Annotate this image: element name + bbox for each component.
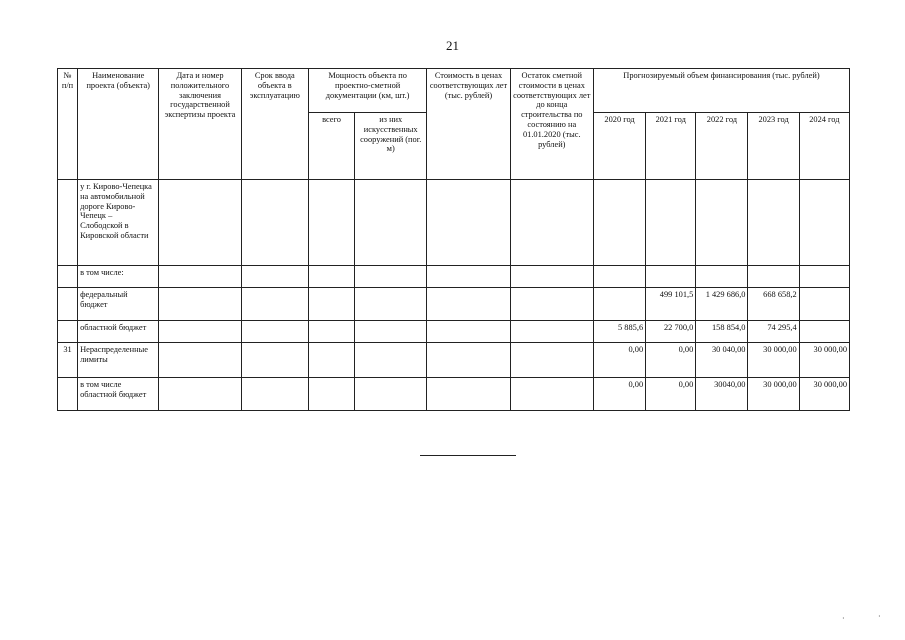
value-2023: 668 658,2 (748, 288, 799, 321)
table-row (58, 266, 850, 288)
value-2022: 30 040,00 (696, 343, 748, 378)
value-2023 (748, 180, 799, 266)
table-row (58, 378, 850, 411)
row-num (58, 288, 78, 321)
scan-mark: · (842, 614, 845, 623)
header-num: № п/п (58, 69, 78, 180)
scan-mark: · (878, 612, 881, 621)
value-2024 (799, 266, 849, 288)
value-2020 (593, 266, 645, 288)
row-num: 31 (58, 343, 78, 378)
row-name: федеральный бюджет (78, 288, 159, 321)
separator-line (420, 455, 516, 456)
table-row (58, 343, 850, 378)
header-year-2020: 2020 год (593, 113, 645, 180)
row-num (58, 378, 78, 411)
header-year-2024: 2024 год (799, 113, 849, 180)
row-name: Нераспределенные лимиты (78, 343, 159, 378)
value-2022: 158 854,0 (696, 321, 748, 343)
value-2021: 499 101,5 (646, 288, 696, 321)
value-2022 (696, 266, 748, 288)
table-row (58, 180, 850, 266)
value-2024: 30 000,00 (799, 343, 849, 378)
header-capacity-total: всего (308, 113, 354, 180)
value-2023: 30 000,00 (748, 343, 799, 378)
value-2024 (799, 288, 849, 321)
value-2022: 1 429 686,0 (696, 288, 748, 321)
value-2022 (696, 180, 748, 266)
row-num (58, 266, 78, 288)
value-2020 (593, 288, 645, 321)
table-row (58, 288, 850, 321)
value-2020: 0,00 (593, 343, 645, 378)
row-name: областной бюджет (78, 321, 159, 343)
value-2023: 74 295,4 (748, 321, 799, 343)
value-2022: 30040,00 (696, 378, 748, 411)
value-2021: 0,00 (646, 378, 696, 411)
value-2021: 22 700,0 (646, 321, 696, 343)
value-2020 (593, 180, 645, 266)
header-commission: Срок ввода объекта в эксплуатацию (241, 69, 308, 180)
value-2021: 0,00 (646, 343, 696, 378)
header-expertise: Дата и номер положительного заключения государственной экспертизы проекта (159, 69, 241, 180)
header-cost: Стоимость в ценах соответствующих лет (тыс. рублей) (427, 69, 510, 180)
row-name: в том числе: (78, 266, 159, 288)
header-capacity: Мощность объекта по проектно-сметной документации (км, шт.) (308, 69, 426, 113)
header-financing: Прогнозируемый объем финансирования (тыс. рублей) (593, 69, 849, 113)
row-num (58, 180, 78, 266)
header-remainder: Остаток сметной стоимости в ценах соответствующих лет до конца строительства по состоянию на 01.01.2020 (тыс. рублей) (510, 69, 593, 180)
financing-table (57, 68, 850, 411)
value-2020: 5 885,6 (593, 321, 645, 343)
row-name: у г. Кирово-Чепецка на автомобильной дороге Кирово-Чепецк – Слободской в Кировской области (78, 180, 159, 266)
value-2024 (799, 321, 849, 343)
table-row (58, 321, 850, 343)
value-2020: 0,00 (593, 378, 645, 411)
header-name: Наименование проекта (объекта) (78, 69, 159, 180)
row-name: в том числе областной бюджет (78, 378, 159, 411)
value-2024 (799, 180, 849, 266)
value-2023: 30 000,00 (748, 378, 799, 411)
header-year-2022: 2022 год (696, 113, 748, 180)
header-capacity-artificial: из них искусственных сооружений (пог. м) (355, 113, 427, 180)
header-year-2021: 2021 год (646, 113, 696, 180)
value-2021 (646, 180, 696, 266)
page-number: 21 (446, 38, 459, 53)
header-year-2023: 2023 год (748, 113, 799, 180)
value-2021 (646, 266, 696, 288)
row-num (58, 321, 78, 343)
value-2023 (748, 266, 799, 288)
value-2024: 30 000,00 (799, 378, 849, 411)
